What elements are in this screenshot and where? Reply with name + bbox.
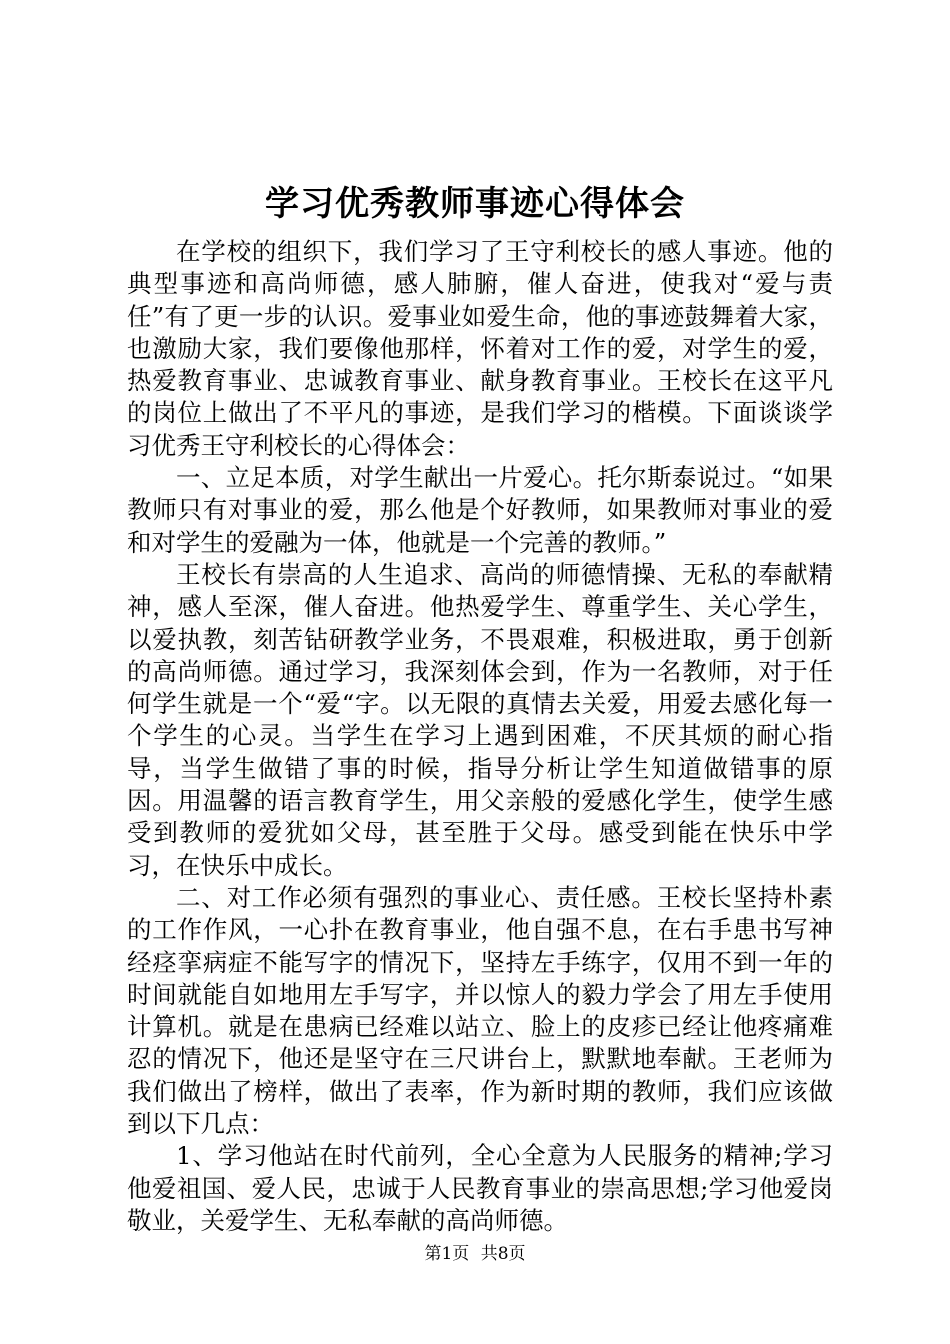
paragraph-section-two: 二、对工作必须有强烈的事业心、责任感。王校长坚持朴素的工作作风，一心扑在教育事业，他自强不息，在右手患书写神经痉挛病症不能写字的情况下，坚持左手练字，仅用不到一年的时间就能自如地用左手写字，并以惊人的毅力学会了用左手使用计算机。就是在患病已经难以站立、脸上的皮疹已经让他疼痛难忍的情况下，他还是坚守在三尺讲台上，默默地奉献。王老师为我们做出了榜样，做出了表率，作为新时期的教师，我们应该做到以下几点： [127, 882, 833, 1139]
paragraph-wang-principal: 王校长有崇高的人生追求、高尚的师德情操、无私的奉献精神，感人至深，催人奋进。他热爱学生、尊重学生、关心学生，以爱执教，刻苦钻研教学业务，不畏艰难，积极进取，勇于创新的高尚师德。通过学习，我深刻体会到，作为一名教师，对于任何学生就是一个“爱“字。以无限的真情去关爱，用爱去感化每一个学生的心灵。当学生在学习上遇到困难，不厌其烦的耐心指导，当学生做错了事的时候，指导分析让学生知道做错事的原因。用温馨的语言教育学生，用父亲般的爱感化学生，使学生感受到教师的爱犹如父母，甚至胜于父母。感受到能在快乐中学习，在快乐中成长。 [127, 559, 833, 880]
document-body [127, 236, 833, 1237]
paragraph-section-one: 一、立足本质，对学生献出一片爱心。托尔斯泰说过。“如果教师只有对事业的爱，那么他是个好教师，如果教师对事业的爱和对学生的爱融为一体，他就是一个完善的教师。” [127, 463, 833, 557]
page-number-footer: 第1页 共8页 [424, 1244, 526, 1264]
paragraph-intro: 在学校的组织下，我们学习了王守利校长的感人事迹。他的典型事迹和高尚师德，感人肺腑，催人奋进，使我对“爱与责任”有了更一步的认识。爱事业如爱生命，他的事迹鼓舞着大家，也激励大家，我们要像他那样，怀着对工作的爱，对学生的爱，热爱教育事业、忠诚教育事业、献身教育事业。王校长在这平凡的岗位上做出了不平凡的事迹，是我们学习的楷模。下面谈谈学习优秀王守利校长的心得体会： [127, 237, 833, 460]
document-title: 学习优秀教师事迹心得体会 [265, 184, 685, 224]
paragraph-point-one: 1、学习他站在时代前列，全心全意为人民服务的精神;学习他爱祖国、爱人民，忠诚于人民教育事业的崇高思想;学习他爱岗敬业，关爱学生、无私奉献的高尚师德。 [127, 1141, 833, 1235]
